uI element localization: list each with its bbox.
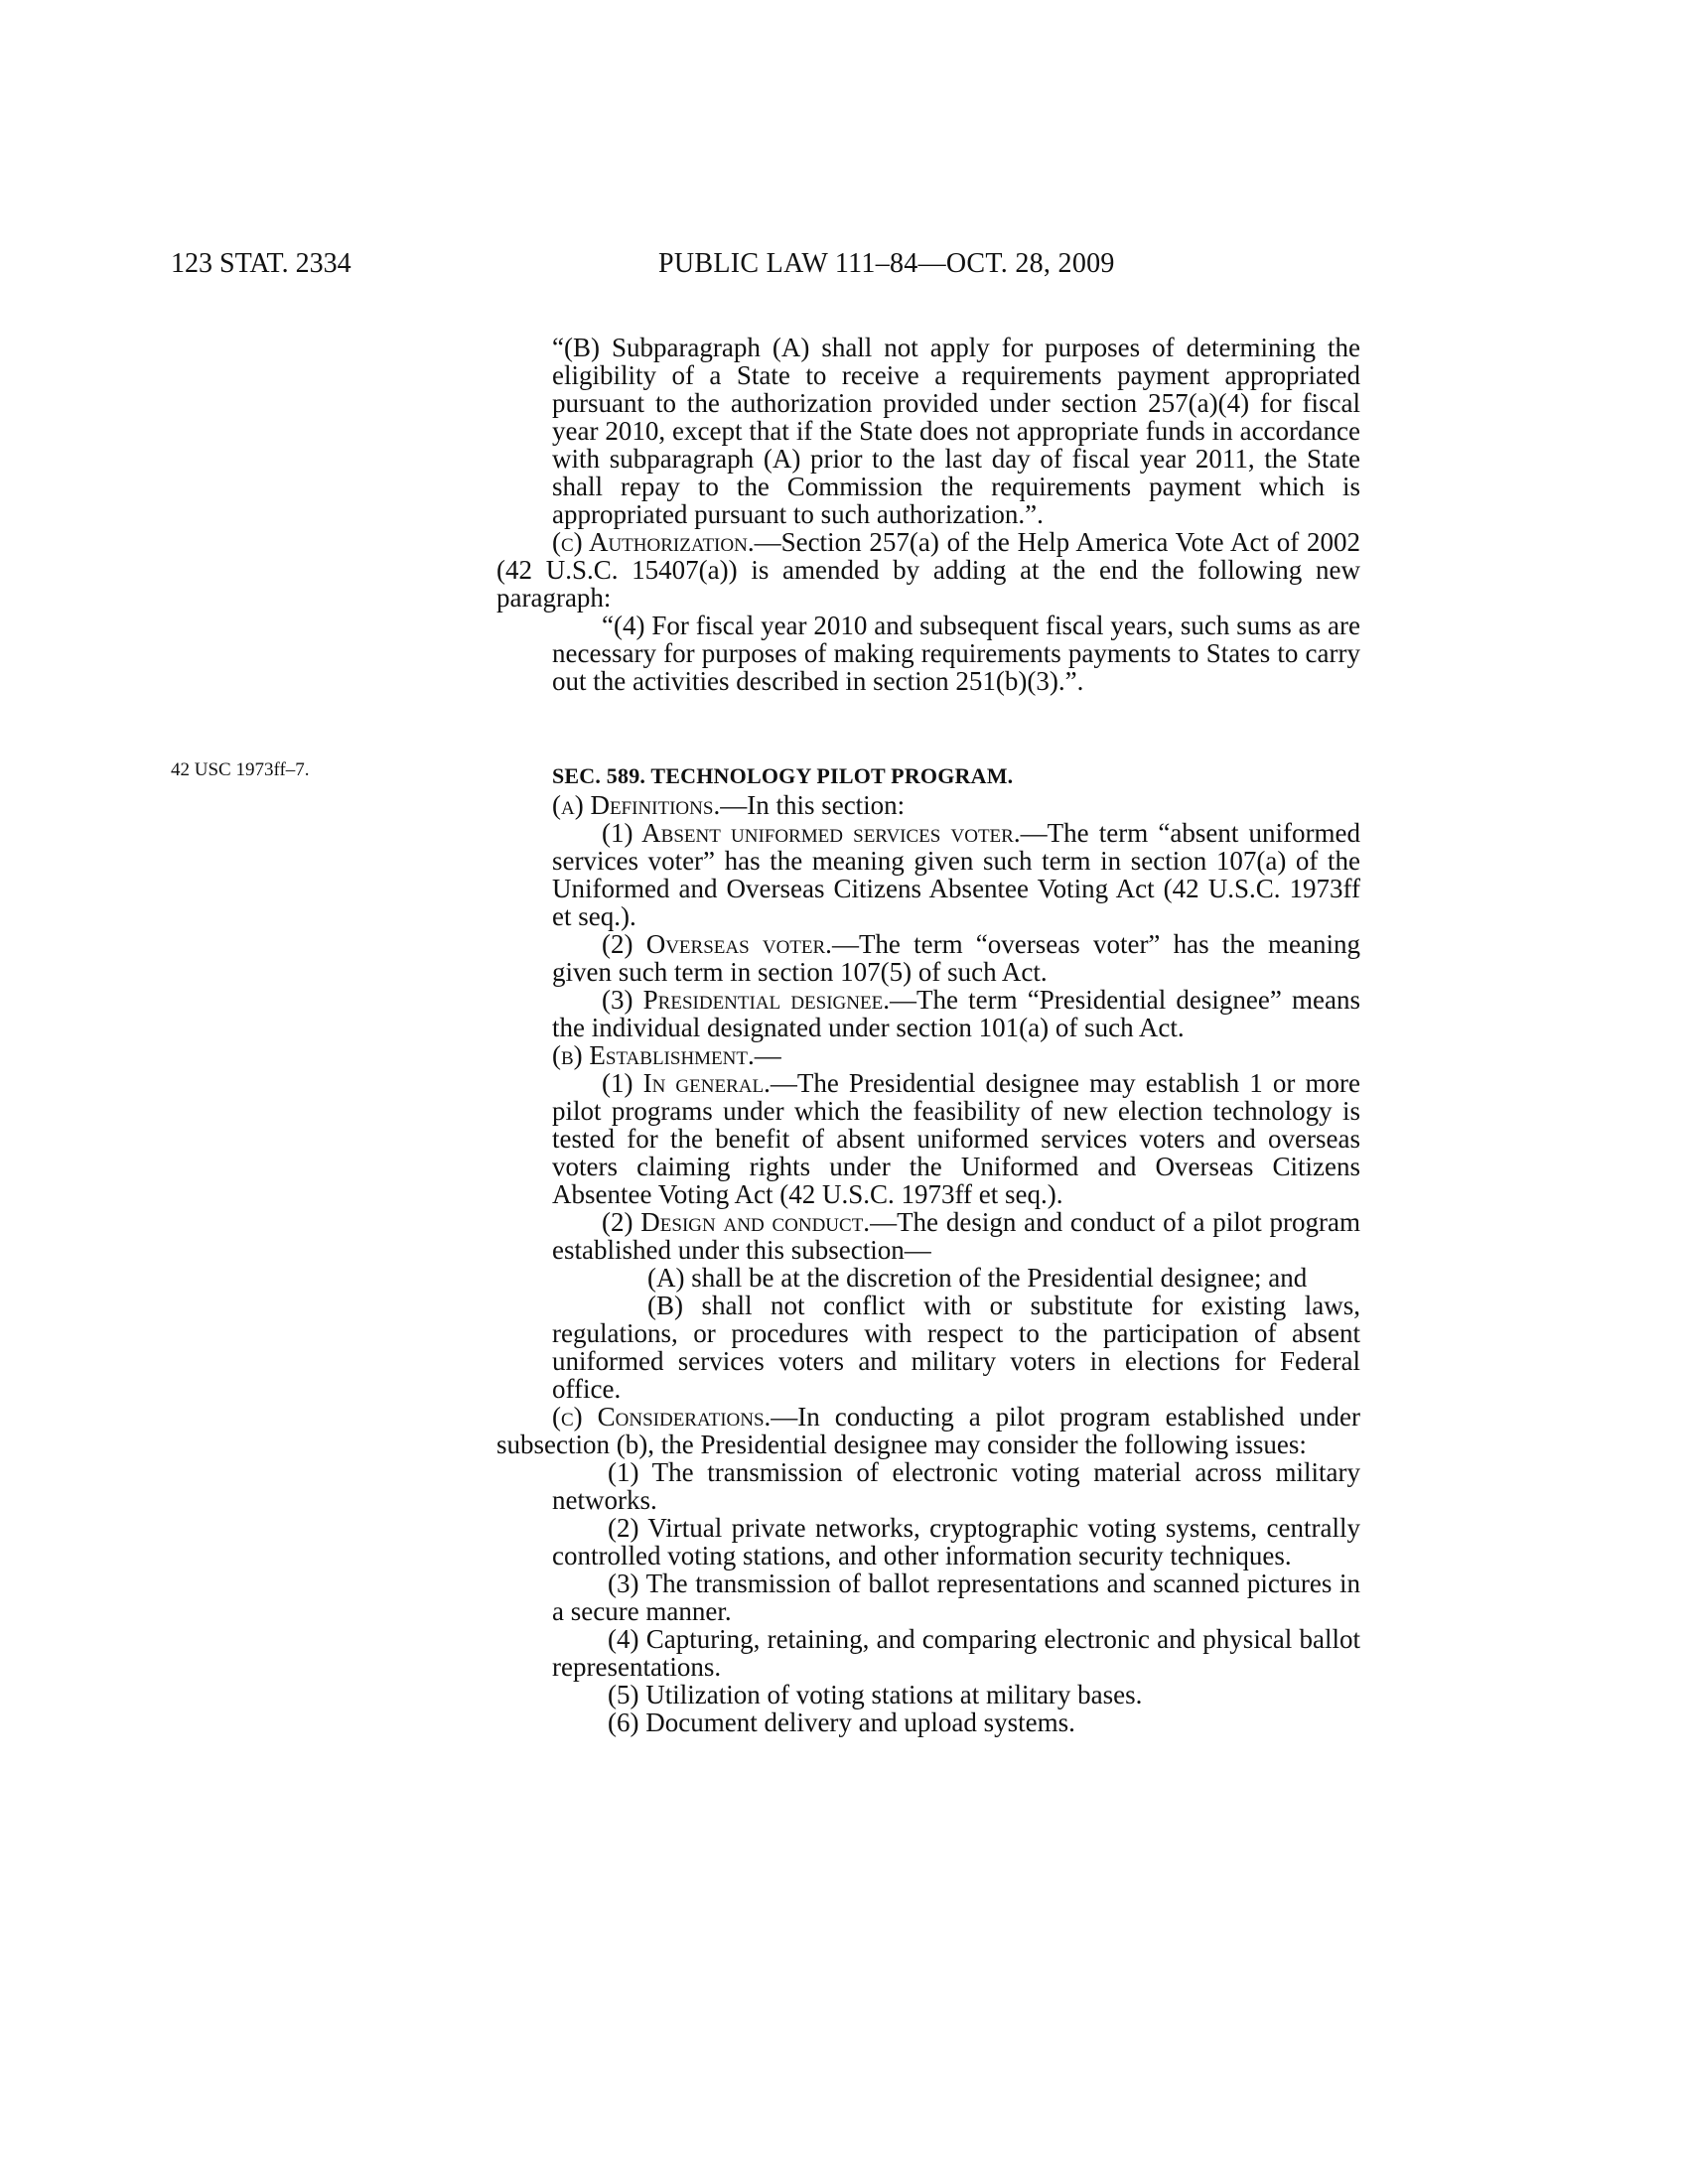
amendment-text-block <box>496 334 1360 695</box>
subsection-a-definitions: (a) Definitions.—In this section: <box>552 790 906 820</box>
definitions-label: (a) Definitions. <box>552 790 721 820</box>
establishment-2: (2) Design and conduct.—The design and conduct of a pilot program established under this subsection— <box>552 1207 1360 1265</box>
authorization-text: —Section 257(a) of the Help America Vote Act of 2002 (42 U.S.C. 15407(a)) is amended by adding at the end the following new paragraph: <box>496 527 1361 613</box>
establishment-1: (1) In general.—The Presidential designee may establish 1 or more pilot programs under which the feasibility of new election technology is tested for the benefit of absent uniformed services voters and overseas voters claiming rights under the Uniformed and Overseas Citizens Absentee Voting Act (42 U.S.C. 1973ff et seq.). <box>552 1068 1360 1209</box>
statute-page-reference: 123 STAT. 2334 <box>171 248 352 279</box>
consideration-6: (6) Document delivery and upload systems. <box>608 1707 1075 1737</box>
paragraph-4-text: “(4) For fiscal year 2010 and subsequent fiscal years, such sums as are necessary for purposes of making requirements payments to States to carry out the activities described in section 251(b)(3).”. <box>552 611 1360 696</box>
usc-margin-note: 42 USC 1973ff–7. <box>171 759 310 780</box>
consideration-2: (2) Virtual private networks, cryptographic voting systems, centrally controlled voting stations, and other information security techniques. <box>552 1513 1360 1570</box>
consideration-3: (3) The transmission of ballot representations and scanned pictures in a secure manner. <box>552 1569 1360 1626</box>
authorization-label: (c) Authorization. <box>552 527 755 557</box>
subsection-b-establishment: (b) Establishment.— <box>552 1040 781 1070</box>
section-589 <box>496 759 1360 1736</box>
section-heading: SEC. 589. TECHNOLOGY PILOT PROGRAM. <box>552 763 1014 788</box>
establishment-2-a: (A) shall be at the discretion of the Presidential designee; and <box>647 1263 1308 1293</box>
public-law-reference: PUBLIC LAW 111–84—OCT. 28, 2009 <box>658 248 1115 279</box>
definition-1: (1) Absent uniformed services voter.—The term “absent uniformed services voter” has the meaning given such term in section 107(a) of the Uniformed and Overseas Citizens Absentee Voting Act (42 U.S.C. 1973ff et seq.). <box>552 818 1360 931</box>
subsection-c-considerations: (c) Considerations.—In conducting a pilot program established under subsection (b), the Presidential designee may consider the following issues: <box>496 1402 1360 1459</box>
consideration-5: (5) Utilization of voting stations at military bases. <box>608 1680 1143 1709</box>
subsection-c-authorization <box>496 528 1360 612</box>
consideration-1: (1) The transmission of electronic voting material across military networks. <box>552 1457 1360 1515</box>
establishment-2-b: (B) shall not conflict with or substitute for existing laws, regulations, or procedures with respect to the participation of absent uniformed services voters and military voters in elections for Federal office. <box>552 1291 1360 1404</box>
consideration-4: (4) Capturing, retaining, and comparing electronic and physical ballot representations. <box>552 1624 1360 1682</box>
page-header <box>0 248 1688 288</box>
definition-2: (2) Overseas voter.—The term “overseas voter” has the meaning given such term in section 107(5) of such Act. <box>552 929 1360 987</box>
definition-3: (3) Presidential designee.—The term “Presidential designee” means the individual designated under section 101(a) of such Act. <box>552 985 1360 1042</box>
subparagraph-b-text: “(B) Subparagraph (A) shall not apply for purposes of determining the eligibility of a State to receive a requirements payment appropriated pursuant to the authorization provided under section 257(a)(4) for fiscal year 2010, except that if the State does not appropriate funds in accordance with subparagraph (A) prior to the last day of fiscal year 2011, the State shall repay to the Commission the requirements payment which is appropriated pursuant to such authorization.”. <box>552 333 1360 529</box>
